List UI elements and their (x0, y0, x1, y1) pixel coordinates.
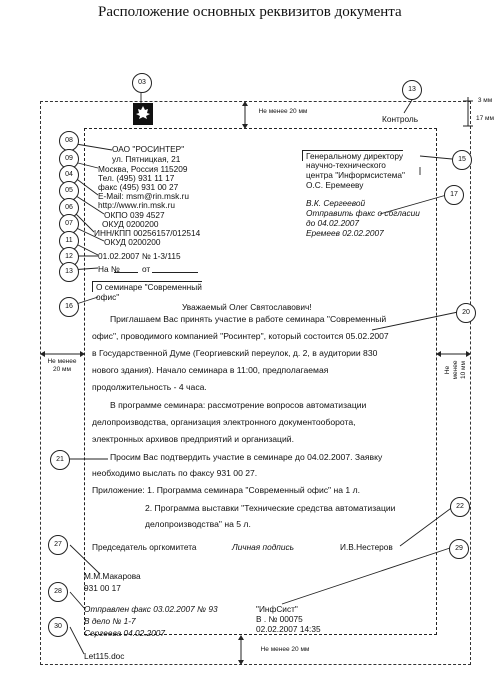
body-line-2: офис", проводимого компанией "Росинтер", который состоится 05.02.2007 (92, 331, 389, 341)
resolution-line-4: Еремеев 02.02.2007 (306, 228, 384, 238)
signature-mark: Личная подпись (232, 542, 294, 552)
addressee-line-1: Генеральному директору (302, 150, 403, 161)
marker-22: 22 (450, 497, 470, 517)
salutation: Уважаемый Олег Святославович! (182, 302, 312, 312)
org-web: http://www.rin.msk.ru (98, 200, 175, 210)
marker-28: 28 (48, 582, 68, 602)
outer-right-dim: 17 мм (476, 115, 494, 122)
org-email: E-Mail: msm@rin.msk.ru (98, 191, 189, 201)
attachment-line-3: делопроизводства" на 5 л. (145, 519, 251, 529)
marker-16: 16 (59, 297, 79, 317)
org-okud: ОКУД 0200200 (102, 219, 159, 229)
org-street: ул. Пятницкая, 21 (112, 154, 181, 164)
addressee-line-2: научно-технического (306, 160, 386, 170)
marker-15: 15 (452, 150, 472, 170)
marker-08: 08 (59, 131, 79, 151)
subject-line-1: О семинаре "Современный (92, 281, 202, 292)
attachment-line-2: 2. Программа выставки "Технические средства автоматизации (145, 503, 396, 513)
body-line-3: в Государственной Думе (Георгиевский переулок, д. 2, в аудитории 830 (92, 348, 378, 358)
marker-13-control: 13 (402, 80, 422, 100)
left-margin-label: Не менее 20 мм (47, 358, 77, 373)
file-name: Let115.doc (84, 651, 125, 661)
marker-30: 30 (48, 617, 68, 637)
received-stamp-number: В . № 00075 (256, 614, 303, 624)
addressee-line-3: центра "Информсистема" (306, 170, 405, 180)
resolution-line-1: В.К. Сергеевой (306, 198, 366, 208)
marker-04: 04 (59, 165, 79, 185)
executor-phone: 931 00 17 (84, 583, 121, 593)
marker-12: 12 (59, 247, 79, 267)
received-stamp-org: "ИнфСист" (256, 604, 298, 614)
signature-name: И.В.Нестеров (340, 542, 393, 552)
marker-05: 05 (59, 181, 79, 201)
outer-top-dim: 3 мм (477, 97, 493, 104)
doc-date-number: 01.02.2007 № 1-3/115 (98, 251, 181, 261)
body-line-1: Приглашаем Вас принять участие в работе семинара "Современный (110, 314, 387, 324)
org-okpo: ОКПО 039 4527 (104, 210, 165, 220)
org-city: Москва, Россия 115209 (98, 164, 188, 174)
signature-position: Председатель оргкомитета (92, 542, 197, 552)
marker-11: 11 (59, 231, 79, 251)
resolution-line-2: Отправить факс о согласии (306, 208, 420, 218)
org-fax: факс (495) 931 00 27 (98, 182, 179, 192)
subject-line-2: офис" (96, 292, 120, 302)
marker-21: 21 (50, 450, 70, 470)
body-line-6: В программе семинара: рассмотрение вопросов автоматизации (110, 400, 367, 410)
ref-number-label: На № (98, 264, 120, 274)
marker-07: 07 (59, 214, 79, 234)
resolution-line-3: до 04.02.2007 (306, 218, 360, 228)
file-case-note: В дело № 1-7 (84, 616, 136, 626)
marker-20: 20 (456, 303, 476, 323)
marker-06: 06 (59, 198, 79, 218)
marker-03: 03 (132, 73, 152, 93)
org-inn: ИНН/КПП 00256157/012514 (94, 228, 201, 238)
executor-name: М.М.Макарова (84, 571, 141, 581)
marker-17: 17 (444, 185, 464, 205)
org-name: ОАО "РОСИНТЕР" (112, 144, 185, 154)
control-label: Контроль (382, 114, 419, 124)
org-phone: Тел. (495) 931 11 17 (98, 173, 175, 183)
body-line-8: электронных архивов предприятий и организаций. (92, 434, 294, 444)
marker-09: 09 (59, 149, 79, 169)
filed-by-note: Сергеева 04.02.2007 (84, 628, 166, 638)
org-okud-2: ОКУД 0200200 (104, 237, 161, 247)
body-line-9: Просим Вас подтвердить участие в семинаре до 04.02.2007. Заявку (110, 452, 383, 462)
bottom-margin-label: Не менее 20 мм (260, 646, 310, 653)
sent-fax-note: Отправлен факс 03.02.2007 № 93 (84, 604, 218, 614)
right-margin-label: Не менее 10 мм (444, 360, 467, 380)
body-line-5: продолжительность - 4 часа. (92, 382, 207, 392)
marker-27: 27 (48, 535, 68, 555)
page-title: Расположение основных реквизитов документа (98, 4, 402, 20)
body-line-7: делопроизводства, организация электронного документооборота, (92, 417, 356, 427)
marker-13: 13 (59, 262, 79, 282)
marker-29: 29 (449, 539, 469, 559)
body-line-4: нового здания). Начало семинара в 11:00, предполагаемая (92, 365, 329, 375)
ref-from-label: от (142, 264, 151, 274)
received-stamp-date: 02.02.2007 14:35 (256, 624, 321, 634)
addressee-line-4: О.С. Еремееву (306, 180, 364, 190)
body-line-10: необходимо выслать по факсу 931 00 27. (92, 468, 258, 478)
attachment-line-1: Приложение: 1. Программа семинара "Современный офис" на 1 л. (92, 485, 360, 495)
top-margin-label: Не менее 20 мм (258, 108, 308, 115)
